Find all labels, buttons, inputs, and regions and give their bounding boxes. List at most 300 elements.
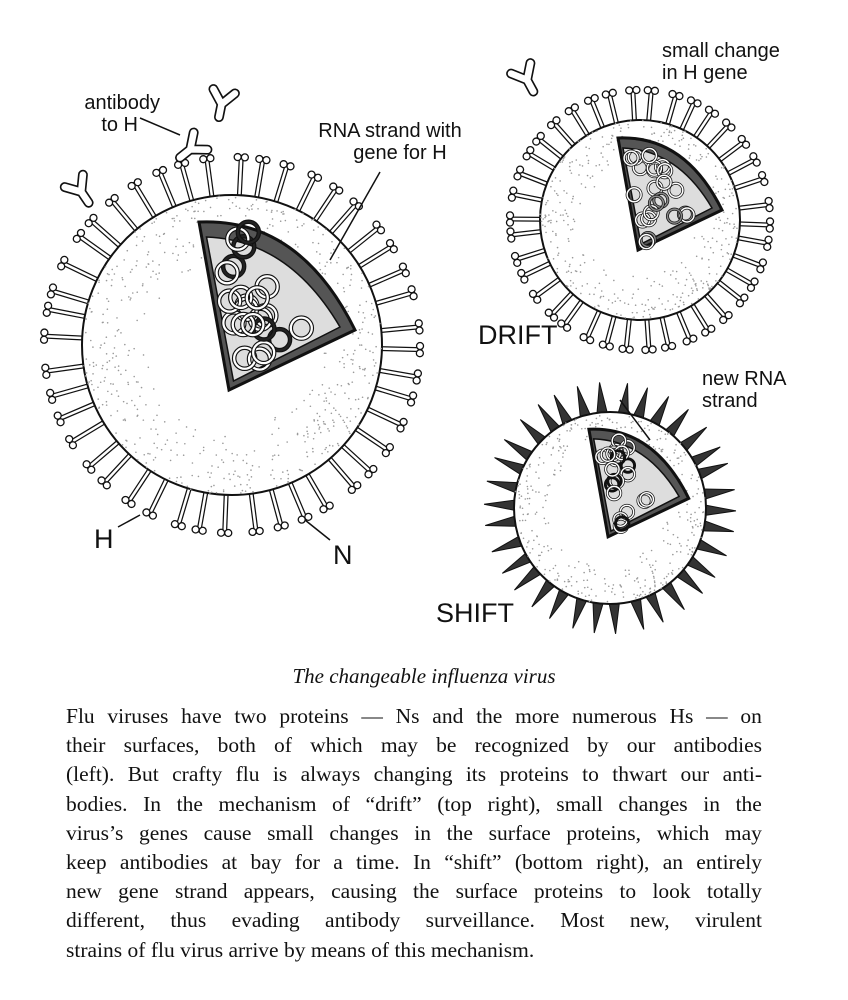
stipple-dot	[192, 462, 194, 464]
spike-knob	[387, 240, 394, 247]
stipple-dot	[349, 433, 351, 435]
stipple-dot	[689, 157, 691, 159]
stipple-dot	[98, 282, 100, 284]
stipple-dot	[715, 165, 717, 167]
stipple-dot	[221, 459, 223, 461]
stipple-dot	[628, 303, 630, 305]
stipple-dot	[721, 167, 723, 169]
stipple-dot	[558, 450, 560, 452]
stipple-dot	[359, 329, 361, 331]
stipple-dot	[668, 573, 670, 575]
spike-knob	[606, 343, 613, 350]
h-spike-fill	[44, 336, 82, 338]
stipple-dot	[571, 161, 573, 163]
stipple-dot	[158, 272, 160, 274]
stipple-dot	[680, 545, 682, 547]
stipple-dot	[672, 294, 674, 296]
stipple-dot	[681, 134, 683, 136]
spike-knob	[416, 350, 423, 357]
stipple-dot	[680, 297, 682, 299]
stipple-dot	[698, 476, 700, 478]
stipple-dot	[536, 511, 538, 513]
stipple-dot	[610, 141, 612, 143]
stipple-dot	[545, 232, 547, 234]
stipple-dot	[690, 138, 692, 140]
stipple-dot	[142, 283, 144, 285]
stipple-dot	[278, 428, 280, 430]
stipple-dot	[306, 426, 308, 428]
stipple-dot	[239, 207, 241, 209]
shift-virus	[484, 382, 736, 633]
stipple-dot	[366, 301, 368, 303]
stipple-dot	[547, 545, 549, 547]
stipple-dot	[690, 274, 692, 276]
stipple-dot	[91, 384, 93, 386]
stipple-dot	[543, 462, 545, 464]
h-spike-fill	[182, 164, 192, 201]
stipple-dot	[693, 534, 695, 536]
body-text-line: keep antibodies at bay for a time. In “shift” (bottom right), an entirely	[66, 849, 762, 874]
antibody-label-line1: antibody	[84, 92, 160, 114]
stipple-dot	[666, 522, 668, 524]
stipple-dot	[608, 585, 610, 587]
stipple-dot	[350, 268, 352, 270]
h-spike-fill	[535, 279, 559, 297]
body-text-line: their surfaces, both of which may be recognized by our antibodies	[66, 733, 762, 758]
stipple-dot	[320, 432, 322, 434]
stipple-dot	[211, 465, 213, 467]
stipple-dot	[559, 434, 561, 436]
stipple-dot	[713, 186, 715, 188]
spike-knob	[725, 312, 732, 319]
stipple-dot	[191, 475, 193, 477]
stipple-dot	[620, 314, 622, 316]
stipple-dot	[524, 498, 526, 500]
h-spike-fill	[52, 291, 88, 302]
stipple-dot	[95, 364, 97, 366]
stipple-dot	[653, 446, 655, 448]
stipple-dot	[525, 520, 527, 522]
h-spike-fill	[135, 184, 155, 217]
stipple-dot	[322, 272, 324, 274]
spike	[577, 386, 590, 416]
stipple-dot	[555, 234, 557, 236]
stipple-dot	[702, 492, 704, 494]
stipple-dot	[560, 465, 562, 467]
spike-knob	[47, 389, 54, 396]
stipple-dot	[536, 536, 538, 538]
stipple-dot	[296, 408, 298, 410]
stipple-dot	[314, 463, 316, 465]
stipple-dot	[145, 404, 147, 406]
stipple-dot	[672, 270, 674, 272]
stipple-dot	[665, 438, 667, 440]
stipple-dot	[185, 252, 187, 254]
stipple-dot	[324, 265, 326, 267]
stipple-dot	[240, 484, 242, 486]
stipple-dot	[704, 246, 706, 248]
stipple-dot	[550, 186, 552, 188]
stipple-dot	[612, 422, 614, 424]
stipple-dot	[231, 453, 233, 455]
stipple-dot	[624, 302, 626, 304]
spike-knob	[414, 370, 421, 377]
stipple-dot	[128, 296, 130, 298]
stipple-dot	[728, 184, 730, 186]
stipple-dot	[109, 360, 111, 362]
stipple-dot	[533, 540, 535, 542]
stipple-dot	[125, 447, 127, 449]
stipple-dot	[86, 358, 88, 360]
stipple-dot	[647, 425, 649, 427]
stipple-dot	[544, 518, 546, 520]
stipple-dot	[171, 218, 173, 220]
h-spike-fill	[330, 459, 355, 488]
stipple-dot	[197, 211, 199, 213]
stipple-dot	[558, 252, 560, 254]
stipple-dot	[680, 443, 682, 445]
stipple-dot	[313, 420, 315, 422]
stipple-dot	[672, 138, 674, 140]
stipple-dot	[573, 219, 575, 221]
stipple-dot	[541, 221, 543, 223]
spike-knob	[644, 87, 651, 94]
stipple-dot	[589, 293, 591, 295]
stipple-dot	[650, 423, 652, 425]
stipple-dot	[607, 417, 609, 419]
spike	[631, 599, 644, 629]
h-spike-fill	[376, 293, 413, 304]
spike-knob	[41, 336, 48, 343]
stipple-dot	[359, 366, 361, 368]
stipple-dot	[176, 454, 178, 456]
stipple-dot	[165, 443, 167, 445]
stipple-dot	[725, 189, 727, 191]
stipple-dot	[211, 486, 213, 488]
stipple-dot	[660, 438, 662, 440]
stipple-dot	[216, 197, 218, 199]
spike-knob	[305, 513, 312, 520]
spike-knob	[642, 346, 649, 353]
stipple-dot	[651, 570, 653, 572]
stipple-dot	[358, 408, 360, 410]
stipple-dot	[294, 209, 296, 211]
stipple-dot	[89, 364, 91, 366]
stipple-dot	[567, 238, 569, 240]
stipple-dot	[181, 271, 183, 273]
stipple-dot	[195, 429, 197, 431]
stipple-dot	[99, 347, 101, 349]
stipple-dot	[712, 237, 714, 239]
h-spike-fill	[728, 159, 755, 173]
stipple-dot	[667, 300, 669, 302]
stipple-dot	[312, 451, 314, 453]
stipple-dot	[547, 258, 549, 260]
body-text-line: (left). But crafty flu is always changing its proteins to thwart our anti-	[66, 762, 762, 787]
stipple-dot	[352, 333, 354, 335]
stipple-dot	[639, 595, 641, 597]
stipple-dot	[716, 273, 718, 275]
stipple-dot	[593, 294, 595, 296]
stipple-dot	[681, 460, 683, 462]
h-spike-fill	[276, 165, 287, 201]
stipple-dot	[544, 569, 546, 571]
stipple-dot	[112, 353, 114, 355]
stipple-dot	[208, 490, 210, 492]
stipple-dot	[341, 385, 343, 387]
stipple-dot	[193, 244, 195, 246]
stipple-dot	[569, 430, 571, 432]
stipple-dot	[630, 120, 632, 122]
stipple-dot	[154, 221, 156, 223]
stipple-dot	[619, 584, 621, 586]
stipple-dot	[362, 369, 364, 371]
stipple-dot	[696, 288, 698, 290]
stipple-dot	[669, 309, 671, 311]
stipple-dot	[695, 524, 697, 526]
stipple-dot	[577, 424, 579, 426]
stipple-dot	[152, 260, 154, 262]
stipple-dot	[248, 479, 250, 481]
figure-caption: The changeable influenza virus	[292, 664, 556, 688]
stipple-dot	[213, 440, 215, 442]
stipple-dot	[593, 259, 595, 261]
stipple-dot	[274, 419, 276, 421]
stipple-dot	[694, 520, 696, 522]
spike-knob	[508, 235, 515, 242]
stipple-dot	[535, 491, 537, 493]
stipple-dot	[731, 236, 733, 238]
stipple-dot	[538, 555, 540, 557]
stipple-dot	[613, 149, 615, 151]
stipple-dot	[234, 485, 236, 487]
stipple-dot	[700, 501, 702, 503]
stipple-dot	[569, 166, 571, 168]
stipple-dot	[114, 347, 116, 349]
stipple-dot	[548, 550, 550, 552]
stipple-dot	[324, 423, 326, 425]
stipple-dot	[581, 592, 583, 594]
stipple-dot	[586, 283, 588, 285]
stipple-dot	[636, 312, 638, 314]
stipple-dot	[655, 560, 657, 562]
stipple-dot	[170, 460, 172, 462]
h-spike-fill	[695, 112, 712, 137]
stipple-dot	[106, 298, 108, 300]
spike-knob	[225, 529, 232, 536]
stipple-dot	[85, 332, 87, 334]
stipple-dot	[644, 585, 646, 587]
stipple-dot	[563, 220, 565, 222]
stipple-dot	[269, 224, 271, 226]
stipple-dot	[316, 413, 318, 415]
stipple-dot	[526, 475, 528, 477]
stipple-dot	[667, 523, 669, 525]
stipple-dot	[701, 529, 703, 531]
stipple-dot	[587, 586, 589, 588]
stipple-dot	[318, 424, 320, 426]
spike-knob	[298, 516, 305, 523]
stipple-dot	[654, 307, 656, 309]
stipple-dot	[118, 365, 120, 367]
stipple-dot	[347, 267, 349, 269]
stipple-dot	[348, 383, 350, 385]
stipple-dot	[666, 582, 668, 584]
stipple-dot	[287, 481, 289, 483]
stipple-dot	[721, 244, 723, 246]
stipple-dot	[538, 477, 540, 479]
stipple-dot	[176, 442, 178, 444]
stipple-dot	[373, 359, 375, 361]
spike-knob	[609, 89, 616, 96]
stipple-dot	[602, 136, 604, 138]
stipple-dot	[687, 539, 689, 541]
stipple-dot	[557, 194, 559, 196]
stipple-dot	[646, 440, 648, 442]
stipple-dot	[686, 279, 688, 281]
stipple-dot	[583, 580, 585, 582]
stipple-dot	[249, 487, 251, 489]
stipple-dot	[613, 280, 615, 282]
stipple-dot	[633, 594, 635, 596]
stipple-dot	[191, 206, 193, 208]
stipple-dot	[326, 261, 328, 263]
stipple-dot	[280, 220, 282, 222]
stipple-dot	[127, 354, 129, 356]
stipple-dot	[601, 420, 603, 422]
h-spike-fill	[150, 480, 167, 514]
stipple-dot	[574, 423, 576, 425]
stipple-dot	[733, 185, 735, 187]
stipple-dot	[110, 415, 112, 417]
spike-knob	[42, 364, 49, 371]
stipple-dot	[303, 223, 305, 225]
stipple-dot	[571, 576, 573, 578]
stipple-dot	[605, 274, 607, 276]
stipple-dot	[254, 450, 256, 452]
stipple-dot	[276, 210, 278, 212]
h-spike-fill	[668, 95, 676, 124]
stipple-dot	[653, 281, 655, 283]
stipple-dot	[362, 396, 364, 398]
stipple-dot	[120, 332, 122, 334]
spike	[698, 463, 728, 478]
stipple-dot	[344, 421, 346, 423]
stipple-dot	[108, 300, 110, 302]
stipple-dot	[223, 478, 225, 480]
stipple-dot	[111, 279, 113, 281]
stipple-dot	[328, 430, 330, 432]
stipple-dot	[143, 454, 145, 456]
stipple-dot	[526, 546, 528, 548]
stipple-dot	[693, 280, 695, 282]
h-spike-fill	[692, 305, 708, 331]
stipple-dot	[654, 589, 656, 591]
stipple-dot	[106, 353, 108, 355]
spike-knob	[764, 243, 771, 250]
stipple-dot	[330, 252, 332, 254]
stipple-dot	[710, 287, 712, 289]
stipple-dot	[552, 231, 554, 233]
stipple-dot	[106, 280, 108, 282]
stipple-dot	[581, 285, 583, 287]
stipple-dot	[549, 484, 551, 486]
stipple-dot	[664, 271, 666, 273]
stipple-dot	[245, 215, 247, 217]
spike	[609, 604, 619, 634]
stipple-dot	[571, 272, 573, 274]
h-spike-fill	[633, 90, 635, 120]
h-spike-fill	[740, 224, 770, 225]
spike-knob	[651, 87, 658, 94]
stipple-dot	[644, 427, 646, 429]
stipple-dot	[90, 380, 92, 382]
stipple-dot	[362, 312, 364, 314]
stipple-dot	[567, 581, 569, 583]
body-text-line: strains of flu virus arrive by means of this mechanism.	[66, 937, 535, 962]
antibody-icon	[511, 63, 543, 97]
stipple-dot	[185, 208, 187, 210]
stipple-dot	[632, 312, 634, 314]
spike-knob	[759, 259, 766, 266]
stipple-dot	[702, 287, 704, 289]
stipple-dot	[242, 490, 244, 492]
stipple-dot	[224, 436, 226, 438]
stipple-dot	[314, 432, 316, 434]
stipple-dot	[678, 512, 680, 514]
stipple-dot	[117, 410, 119, 412]
stipple-dot	[676, 296, 678, 298]
stipple-dot	[345, 307, 347, 309]
stipple-dot	[591, 589, 593, 591]
stipple-dot	[587, 175, 589, 177]
stipple-dot	[695, 283, 697, 285]
stipple-dot	[225, 449, 227, 451]
stipple-dot	[696, 255, 698, 257]
stipple-dot	[576, 581, 578, 583]
stipple-dot	[696, 159, 698, 161]
stipple-dot	[152, 271, 154, 273]
stipple-dot	[543, 546, 545, 548]
stipple-dot	[570, 285, 572, 287]
stipple-dot	[567, 224, 569, 226]
spike-knob	[649, 346, 656, 353]
h-spike-fill	[734, 255, 762, 266]
stipple-dot	[246, 454, 248, 456]
stipple-dot	[625, 575, 627, 577]
stipple-dot	[272, 459, 274, 461]
stipple-dot	[562, 452, 564, 454]
spike-knob	[507, 212, 514, 219]
stipple-dot	[519, 507, 521, 509]
stipple-dot	[583, 254, 585, 256]
stipple-dot	[651, 550, 653, 552]
spike-knob	[708, 325, 715, 332]
stipple-dot	[670, 544, 672, 546]
spike	[704, 489, 734, 499]
h-spike-fill	[271, 490, 281, 527]
stipple-dot	[599, 164, 601, 166]
stipple-dot	[684, 284, 686, 286]
spike-knob	[413, 377, 420, 384]
stipple-dot	[137, 381, 139, 383]
stipple-dot	[703, 283, 705, 285]
stipple-dot	[107, 322, 109, 324]
stipple-dot	[132, 292, 134, 294]
stipple-dot	[276, 485, 278, 487]
stipple-dot	[558, 462, 560, 464]
stipple-dot	[148, 251, 150, 253]
